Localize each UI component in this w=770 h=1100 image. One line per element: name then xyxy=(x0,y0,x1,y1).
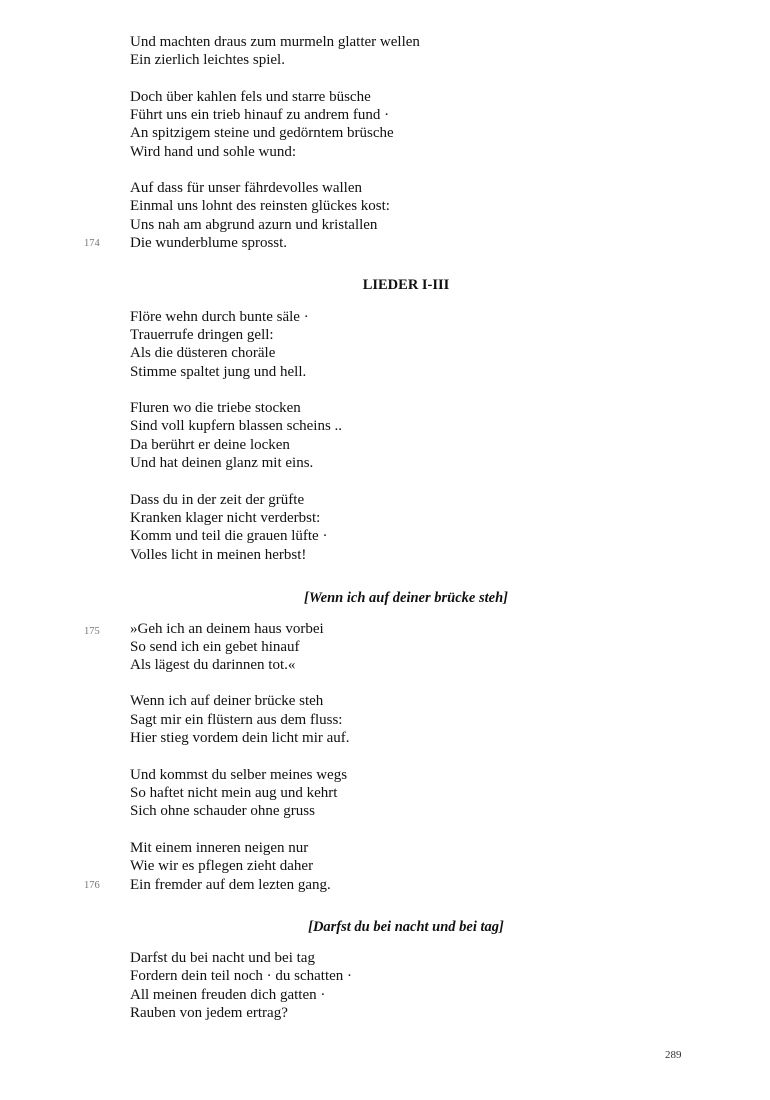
verse-line: All meinen freuden dich gatten · xyxy=(130,987,326,1003)
verse-line: »Geh ich an deinem haus vorbei xyxy=(130,621,324,637)
verse-line: Fluren wo die triebe stocken xyxy=(130,400,301,416)
verse-line: Wird hand und sohle wund: xyxy=(130,144,297,160)
verse-line: Trauerrufe dringen gell: xyxy=(130,327,274,343)
margin-line-number: 174 xyxy=(84,238,100,249)
verse-line: Die wunderblume sprosst. xyxy=(130,235,288,251)
verse-line: So haftet nicht mein aug und kehrt xyxy=(130,785,338,801)
verse-line: Wenn ich auf deiner brücke steh xyxy=(130,693,324,709)
verse-line: Sagt mir ein flüstern aus dem fluss: xyxy=(130,712,343,728)
verse-line: Als lägest du darinnen tot.« xyxy=(130,657,296,673)
page-number: 289 xyxy=(665,1049,682,1061)
verse-line: Sind voll kupfern blassen scheins .. xyxy=(130,418,343,434)
verse-line: Einmal uns lohnt des reinsten glückes kost: xyxy=(130,198,390,214)
margin-line-number: 175 xyxy=(84,626,100,637)
verse-line: Auf dass für unser fährdevolles wallen xyxy=(130,180,363,196)
verse-line: Wie wir es pflegen zieht daher xyxy=(130,858,314,874)
section-heading: [Wenn ich auf deiner brücke steh] xyxy=(304,590,508,606)
verse-line: An spitzigem steine und gedörntem brüsche xyxy=(130,125,394,141)
section-heading: LIEDER I-III xyxy=(362,277,450,293)
verse-line: Fordern dein teil noch · du schatten · xyxy=(130,968,353,984)
verse-line: Ein zierlich leichtes spiel. xyxy=(130,52,285,68)
verse-line: Volles licht in meinen herbst! xyxy=(130,547,307,563)
verse-line: Und kommst du selber meines wegs xyxy=(130,767,348,783)
verse-line: Stimme spaltet jung und hell. xyxy=(130,364,307,380)
verse-line: Da berührt er deine locken xyxy=(130,437,290,453)
verse-line: Komm und teil die grauen lüfte · xyxy=(130,528,328,544)
verse-line: Hier stieg vordem dein licht mir auf. xyxy=(130,730,350,746)
verse-line: Als die düsteren choräle xyxy=(130,345,276,361)
verse-line: Kranken klager nicht verderbst: xyxy=(130,510,321,526)
verse-line: Darfst du bei nacht und bei tag xyxy=(130,950,315,966)
verse-line: So send ich ein gebet hinauf xyxy=(130,639,300,655)
verse-line: Rauben von jedem ertrag? xyxy=(130,1005,288,1021)
verse-line: Und hat deinen glanz mit eins. xyxy=(130,455,314,471)
verse-line: Flöre wehn durch bunte säle · xyxy=(130,309,309,325)
verse-line: Ein fremder auf dem lezten gang. xyxy=(130,877,331,893)
margin-line-number: 176 xyxy=(84,880,100,891)
verse-line: Doch über kahlen fels und starre büsche xyxy=(130,89,371,105)
section-heading: [Darfst du bei nacht und bei tag] xyxy=(308,919,504,935)
verse-line: Uns nah am abgrund azurn und kristallen xyxy=(130,217,378,233)
verse-line: Mit einem inneren neigen nur xyxy=(130,840,309,856)
verse-line: Sich ohne schauder ohne gruss xyxy=(130,803,315,819)
verse-line: Dass du in der zeit der grüfte xyxy=(130,492,305,508)
verse-line: Und machten draus zum murmeln glatter wellen xyxy=(130,34,420,50)
verse-line: Führt uns ein trieb hinauf zu andrem fund · xyxy=(130,107,390,123)
